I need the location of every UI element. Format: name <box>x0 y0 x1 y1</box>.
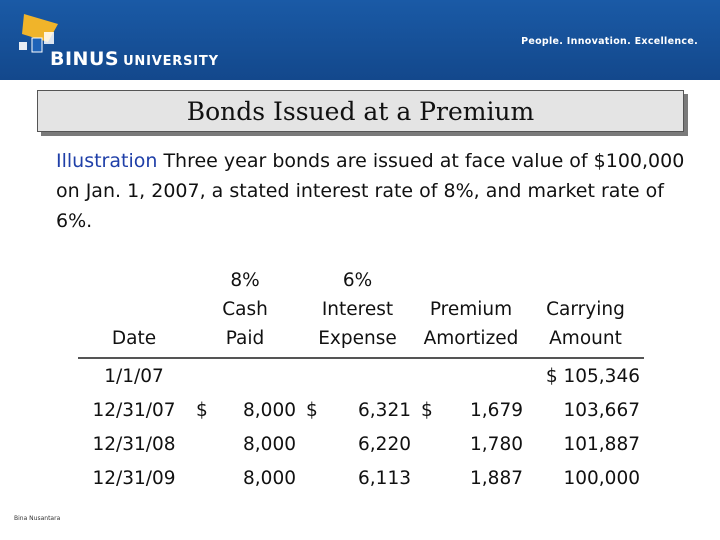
col-header-carrying: Carrying Amount <box>527 266 644 358</box>
tagline: People. Innovation. Excellence. <box>521 36 698 47</box>
col-header-interest: 6% Interest Expense <box>300 266 415 358</box>
amortization-table <box>78 266 644 495</box>
table-row <box>78 358 644 393</box>
cell-interest: 6,220 <box>358 433 411 455</box>
intro-text: Three year bonds are issued at face value of $100,000 on Jan. 1, 2007, a stated interest rate of 8%, and market rate of 6%. <box>56 150 685 232</box>
col-header-date: Date <box>78 266 190 358</box>
table-row <box>78 461 644 495</box>
cell-carrying: 103,667 <box>563 399 640 421</box>
table-row <box>78 427 644 461</box>
cell-date: 12/31/07 <box>92 399 176 421</box>
cell-carrying: $ 105,346 <box>545 365 640 387</box>
binus-logo <box>50 48 219 70</box>
intro-paragraph <box>56 146 696 236</box>
slide-title: Bonds Issued at a Premium <box>186 96 535 126</box>
table-row <box>78 393 644 427</box>
cell-premium <box>415 358 527 393</box>
logo-suffix: UNIVERSITY <box>123 54 219 69</box>
cell-cash <box>190 358 300 393</box>
cell-carrying: 101,887 <box>563 433 640 455</box>
header-band <box>0 0 720 80</box>
col-header-cash: 8% Cash Paid <box>190 266 300 358</box>
col-header-premium: Premium Amortized <box>415 266 527 358</box>
cell-date: 12/31/08 <box>92 433 176 455</box>
cell-premium: $ 1,679 <box>421 399 523 421</box>
cell-cash: 8,000 <box>243 433 296 455</box>
cell-cash: 8,000 <box>243 467 296 489</box>
cell-date: 12/31/09 <box>92 467 176 489</box>
cell-interest: $ 6,321 <box>306 399 411 421</box>
footer-text: Bina Nusantara <box>14 515 61 522</box>
cell-interest: 6,113 <box>358 467 411 489</box>
cell-interest <box>300 358 415 393</box>
slide-title-box <box>37 90 684 132</box>
cell-premium: 1,780 <box>470 433 523 455</box>
intro-lead: Illustration <box>56 150 158 172</box>
cell-cash: $ 8,000 <box>196 399 296 421</box>
cell-date: 1/1/07 <box>104 365 164 387</box>
logo-name: BINUS <box>50 48 120 70</box>
table-header-row <box>78 266 644 358</box>
cell-carrying: 100,000 <box>563 467 640 489</box>
cell-premium: 1,887 <box>470 467 523 489</box>
